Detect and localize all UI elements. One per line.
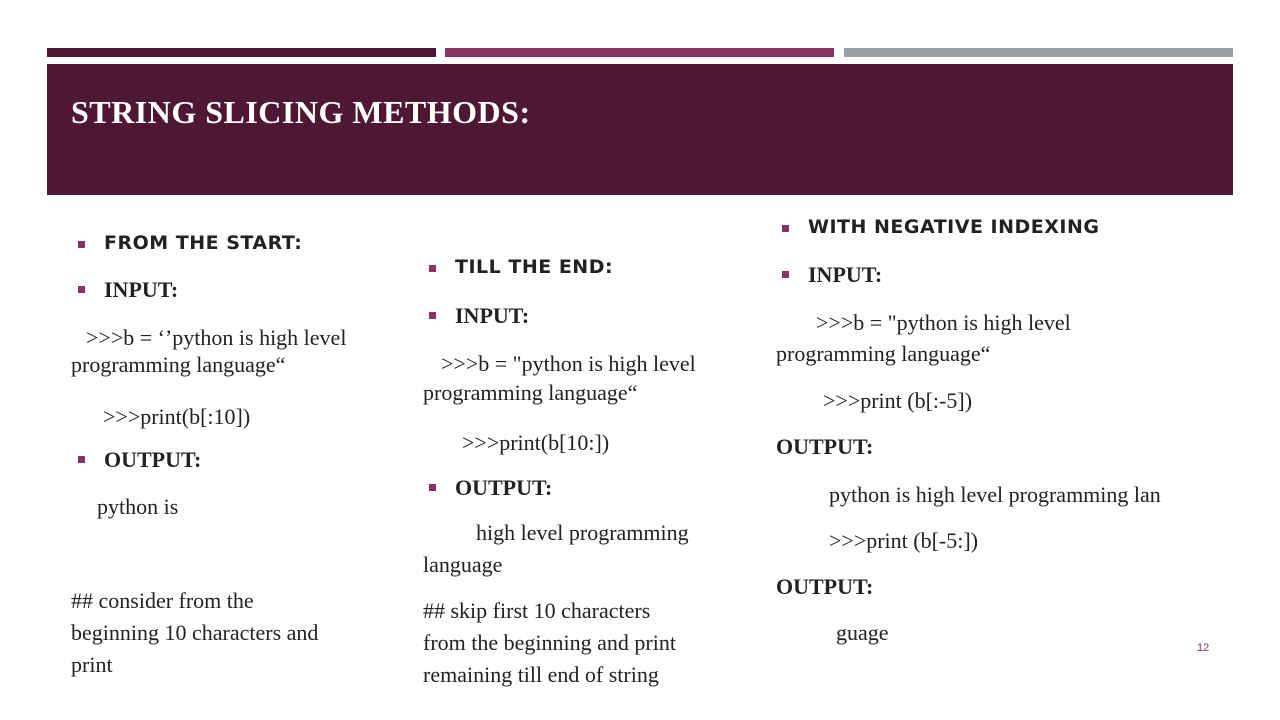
col1-print-line: >>>print(b[:10])	[103, 404, 251, 429]
bullet-icon	[782, 271, 789, 278]
col1-heading: FROM THE START:	[104, 232, 303, 254]
bullet-icon	[782, 225, 789, 232]
col2-code-line1: >>>b = "python is high level	[441, 351, 696, 376]
col2-comment-line1: ## skip first 10 characters	[423, 598, 651, 623]
slide-title: STRING SLICING METHODS:	[71, 94, 531, 130]
col2-heading: TILL THE END:	[455, 256, 614, 278]
col1-code-line2: programming language“	[71, 352, 286, 377]
col3-input-label: INPUT:	[808, 262, 883, 287]
col3-heading: WITH NEGATIVE INDEXING	[808, 216, 1100, 238]
col1-input-label: INPUT:	[104, 277, 179, 302]
col2-output-line2: language	[423, 552, 503, 577]
col1-comment-line1: ## consider from the	[71, 588, 254, 613]
col3-code-line1: >>>b = "python is high level	[816, 310, 1071, 335]
col2-input-label: INPUT:	[455, 303, 530, 328]
col2-comment-line2: from the beginning and print	[423, 630, 676, 655]
decorative-bar-magenta	[445, 48, 834, 57]
bullet-icon	[78, 456, 85, 463]
col3-output-label1: OUTPUT:	[776, 434, 874, 459]
bullet-icon	[78, 286, 85, 293]
col3-code-line2: programming language“	[776, 341, 991, 366]
col2-comment-line3: remaining till end of string	[423, 662, 659, 687]
col3-output-value1: python is high level programming lan	[829, 482, 1161, 507]
col1-comment-line2: beginning 10 characters and	[71, 620, 319, 645]
decorative-bar-gray	[844, 48, 1233, 57]
col3-print-line2: >>>print (b[-5:])	[829, 528, 979, 553]
page-number: 12	[1197, 642, 1210, 654]
title-banner	[47, 64, 1233, 195]
col3-output-label2: OUTPUT:	[776, 574, 874, 599]
col2-code-line2: programming language“	[423, 380, 638, 405]
col1-comment-line3: print	[71, 652, 113, 677]
col1-output-value: python is	[97, 494, 179, 519]
bullet-icon	[78, 241, 85, 248]
col2-print-line: >>>print(b[10:])	[462, 430, 610, 455]
col3-print-line1: >>>print (b[:-5])	[823, 388, 973, 413]
bullet-icon	[429, 265, 436, 272]
bullet-icon	[429, 312, 436, 319]
decorative-bar-dark	[47, 48, 436, 57]
bullet-icon	[429, 484, 436, 491]
col1-code-line1: >>>b = ‘’python is high level	[86, 325, 347, 350]
col1-output-label: OUTPUT:	[104, 447, 202, 472]
col2-output-label: OUTPUT:	[455, 475, 553, 500]
col3-output-value2: guage	[836, 620, 889, 645]
col2-output-line1: high level programming	[476, 520, 689, 545]
